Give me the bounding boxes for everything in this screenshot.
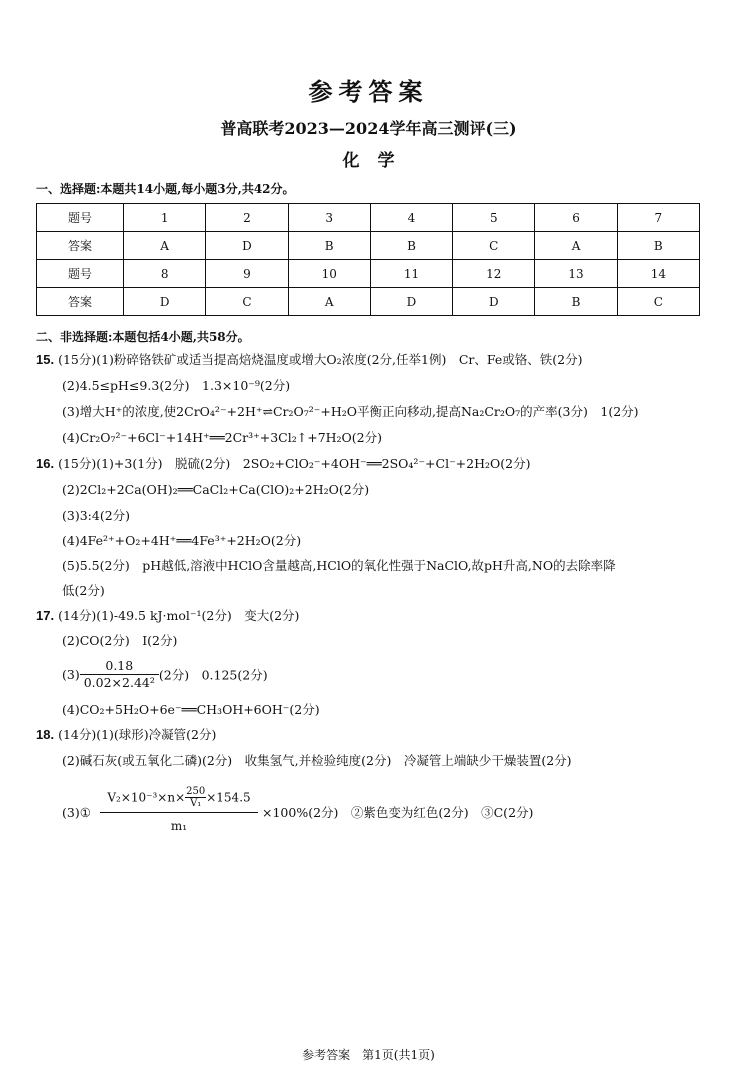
fraction-numerator: 0.18 — [80, 658, 159, 675]
table-row — [37, 260, 700, 288]
answer-cell: C — [617, 288, 699, 316]
q16-line-4: (4)4Fe²⁺+O₂+4H⁺══4Fe³⁺+2H₂O(2分) — [62, 533, 302, 548]
q17-line-1 — [36, 608, 299, 624]
q15-line-2: (2)4.5≤pH≤9.3(2分) 1.3×10⁻⁹(2分) — [62, 378, 291, 393]
question-number: 2 — [206, 204, 288, 232]
q18-line-1 — [36, 727, 216, 743]
section2-heading: 二、非选择题:本题包括4小题,共58分。 — [36, 330, 250, 344]
question-number: 14 — [617, 260, 699, 288]
answer-table — [36, 203, 700, 316]
answer-cell: D — [453, 288, 535, 316]
question-number: 3 — [288, 204, 370, 232]
table-row — [37, 204, 700, 232]
q15-line-1 — [36, 352, 582, 368]
q16-line-6: 低(2分) — [62, 583, 105, 598]
part-label: (3) — [62, 667, 80, 682]
answer-text: (14分)(1)-49.5 kJ·mol⁻¹(2分) 变大(2分) — [58, 608, 300, 623]
formula-denominator: m₁ — [170, 819, 188, 833]
fraction — [80, 658, 159, 691]
page-footer: 参考答案 第1页(共1页) — [302, 1048, 435, 1062]
table-row — [37, 232, 700, 260]
question-number: 10 — [288, 260, 370, 288]
inner-denominator: V₁ — [190, 798, 202, 809]
answer-cell: D — [370, 288, 452, 316]
row-label: 答案 — [37, 288, 124, 316]
answer-cell: D — [124, 288, 206, 316]
row-label: 题号 — [37, 260, 124, 288]
formula-numerator — [100, 786, 258, 813]
question-number: 9 — [206, 260, 288, 288]
purity-formula — [100, 786, 258, 833]
q18-line-2: (2)碱石灰(或五氧化二磷)(2分) 收集氢气,并检验纯度(2分) 冷凝管上端缺少干燥装置(2分) — [62, 753, 572, 768]
question-number: 1 — [124, 204, 206, 232]
q16-line-3: (3)3:4(2分) — [62, 508, 131, 523]
q17-line-4: (4)CO₂+5H₂O+6e⁻══CH₃OH+6OH⁻(2分) — [62, 702, 320, 717]
exam-subtitle: 普高联考2023—2024学年高三测评(三) — [220, 119, 517, 138]
subject-title: 化学 — [342, 151, 413, 171]
q15-line-3: (3)增大H⁺的浓度,使2CrO₄²⁻+2H⁺⇌Cr₂O₇²⁻+H₂O平衡正向移动,提高Na₂Cr₂O₇的产率(3分) 1(2分) — [62, 404, 639, 419]
q15-line-4: (4)Cr₂O₇²⁻+6Cl⁻+14H⁺══2Cr³⁺+3Cl₂↑+7H₂O(2分) — [62, 430, 383, 445]
answer-text: (15分)(1)粉碎铬铁矿或适当提高焙烧温度或增大O₂浓度(2分,任举1例) Cr、Fe或铬、铁(2分) — [58, 352, 583, 367]
question-number: 4 — [370, 204, 452, 232]
question-number: 15. — [36, 352, 55, 367]
answer-cell: A — [124, 232, 206, 260]
answer-cell: A — [288, 288, 370, 316]
answer-cell: A — [535, 232, 617, 260]
inner-numerator: 250 — [186, 786, 206, 797]
row-label: 答案 — [37, 232, 124, 260]
answer-text: (15分)(1)+3(1分) 脱硫(2分) 2SO₂+ClO₂⁻+4OH⁻══2SO₄²⁻+Cl⁻+2H₂O(2分) — [58, 456, 531, 471]
q18-part3-label: (3)① — [62, 805, 91, 820]
q17-line-3 — [62, 658, 268, 691]
q16-line-2: (2)2Cl₂+2Ca(OH)₂══CaCl₂+Ca(ClO)₂+2H₂O(2分) — [62, 482, 370, 497]
q17-line-2: (2)CO(2分) Ⅰ(2分) — [62, 633, 178, 648]
page-title: 参考答案 — [308, 77, 429, 106]
section1-heading: 一、选择题:本题共14小题,每小题3分,共42分。 — [36, 182, 295, 196]
fraction-denominator: 0.02×2.44² — [83, 675, 155, 690]
row-label: 题号 — [37, 204, 124, 232]
question-number: 13 — [535, 260, 617, 288]
numerator-left: V₂×10⁻³×n× — [107, 790, 186, 805]
question-number: 7 — [617, 204, 699, 232]
q16-line-1 — [36, 456, 530, 472]
question-number: 11 — [370, 260, 452, 288]
numerator-right: ×154.5 — [206, 790, 251, 805]
q16-line-5: (5)5.5(2分) pH越低,溶液中HClO含量越高,HClO的氧化性强于NaClO,故pH升高,NO的去除率降 — [62, 558, 616, 573]
answer-text: (14分)(1)(球形)冷凝管(2分) — [58, 727, 217, 742]
q18-part3-rest: ×100%(2分) ②紫色变为红色(2分) ③C(2分) — [262, 805, 534, 820]
question-number: 5 — [453, 204, 535, 232]
question-number: 16. — [36, 456, 55, 471]
question-number: 17. — [36, 608, 55, 623]
answer-text: (2分) 0.125(2分) — [158, 667, 268, 683]
question-number: 12 — [453, 260, 535, 288]
question-number: 8 — [124, 260, 206, 288]
answer-cell: B — [288, 232, 370, 260]
answer-cell: B — [535, 288, 617, 316]
inner-fraction — [185, 786, 206, 809]
answer-cell: C — [453, 232, 535, 260]
question-number: 18. — [36, 727, 55, 742]
answer-cell: C — [206, 288, 288, 316]
table-row — [37, 288, 700, 316]
question-number: 6 — [535, 204, 617, 232]
answer-cell: B — [370, 232, 452, 260]
answer-cell: B — [617, 232, 699, 260]
answer-cell: D — [206, 232, 288, 260]
